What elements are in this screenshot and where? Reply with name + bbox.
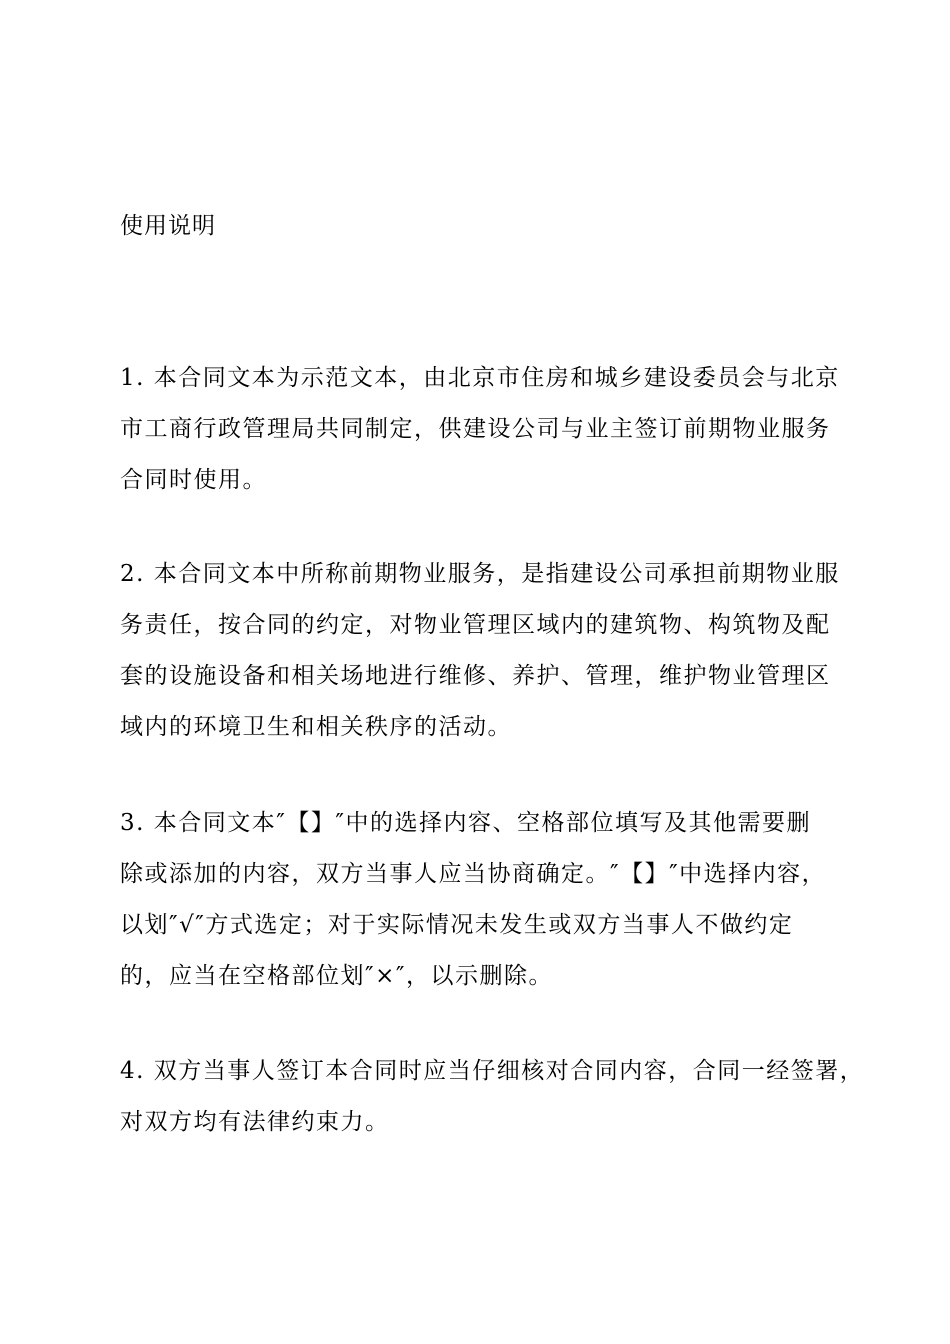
paragraph-line: 对双方均有法律约束力。 (120, 1109, 390, 1135)
paragraph-line: 务责任，按合同的约定，对物业管理区域内的建筑物、构筑物及配 (120, 612, 831, 638)
paragraph-line: 套的设施设备和相关场地进行维修、养护、管理，维护物业管理区 (120, 663, 831, 689)
paragraph-4 (120, 1046, 865, 1148)
paragraph-3 (120, 798, 850, 1002)
paragraph-line: 除或添加的内容，双方当事人应当协商确定。″【】″中选择内容， (120, 861, 827, 887)
paragraph-line: 市工商行政管理局共同制定，供建设公司与业主签订前期物业服务 (120, 416, 831, 442)
paragraph-2 (120, 549, 850, 753)
paragraph-1 (120, 353, 850, 506)
paragraph-line: 以划″√″方式选定；对于实际情况未发生或双方当事人不做约定 (120, 912, 794, 938)
paragraph-line: 合同时使用。 (120, 467, 267, 493)
paragraph-line: 2. 本合同文本中所称前期物业服务，是指建设公司承担前期物业服 (120, 561, 840, 587)
paragraph-line: 域内的环境卫生和相关秩序的活动。 (120, 714, 512, 740)
paragraph-line: 4. 双方当事人签订本合同时应当仔细核对合同内容，合同一经签署， (120, 1058, 865, 1084)
paragraph-line: 1. 本合同文本为示范文本，由北京市住房和城乡建设委员会与北京 (120, 365, 840, 391)
paragraph-line: 的，应当在空格部位划″×″，以示删除。 (120, 963, 553, 989)
paragraph-line: 3. 本合同文本″【】″中的选择内容、空格部位填写及其他需要删 (120, 810, 811, 836)
document-heading: 使用说明 (120, 213, 216, 239)
